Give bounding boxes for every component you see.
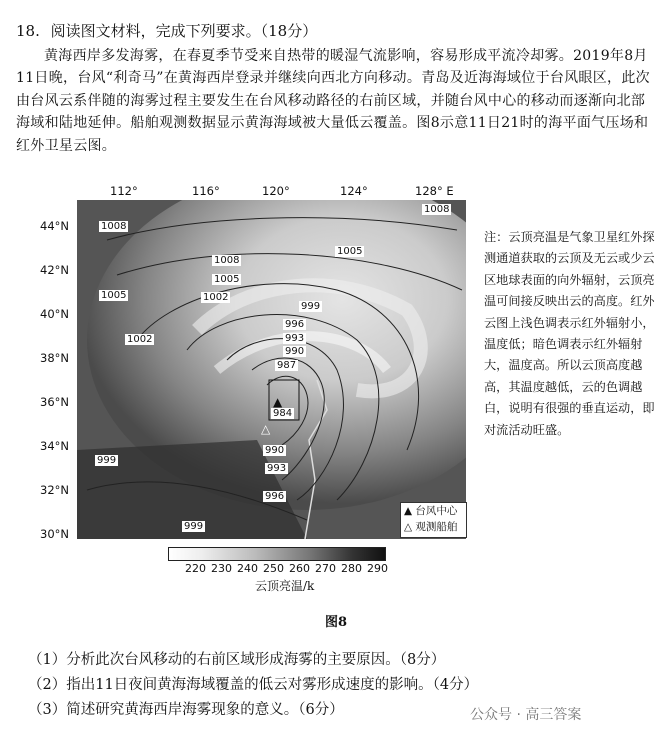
isobar-label: 990 xyxy=(265,445,285,456)
isobar-label: 1008 xyxy=(101,221,127,232)
colorbar-label: 云顶亮温/k xyxy=(255,579,315,593)
isobar-label: 1005 xyxy=(101,290,127,301)
lat-label: 30°N xyxy=(40,527,69,541)
question-header xyxy=(16,20,317,41)
isobar-label: 1005 xyxy=(214,274,240,285)
colorbar xyxy=(168,547,386,561)
isobar-label: 999 xyxy=(301,301,321,312)
isobar-label: 996 xyxy=(285,319,305,330)
typhoon-center-icon: ▲ xyxy=(273,395,283,409)
map-legend xyxy=(400,502,467,538)
colorbar-tick: 260 xyxy=(289,562,310,575)
watermark: 公众号 · 高三答案 xyxy=(470,707,582,723)
isobar-label: 993 xyxy=(267,463,287,474)
isobar-label: 993 xyxy=(285,333,305,344)
isobar-label: 996 xyxy=(265,491,285,502)
subquestion-1: （1）分析此次台风移动的右前区域形成海雾的主要原因。（8分） xyxy=(28,652,446,668)
lon-label: 124° xyxy=(340,184,368,198)
lon-label: 128° E xyxy=(415,184,454,198)
material-paragraph: 黄海西岸多发海雾，在春夏季节受来自热带的暖湿气流影响，容易形成平流冷却雾。2019年8月11日晚，台风“利奇马”在黄海西岸登录并继续向西北方向移动。青岛及近海海域位于台风眼区，此次由台风云系伴随的海雾过程主要发生在台风移动路径的右前区域，并随台风中心的移动而逐渐向北部海域和陆地延伸。船舶观测数据显示黄海海域被大量低云覆盖。图8示意11日21时的海平面气压场和红外卫星云图。 xyxy=(16,48,650,154)
isobar-label: 1002 xyxy=(203,292,229,303)
colorbar-tick: 290 xyxy=(367,562,388,575)
colorbar-tick: 250 xyxy=(263,562,284,575)
lat-label: 44°N xyxy=(40,219,69,233)
isobar-label: 1005 xyxy=(337,246,363,257)
lon-label: 116° xyxy=(192,184,220,198)
isobar-label: 984 xyxy=(273,408,293,419)
satellite-pressure-map xyxy=(77,200,466,539)
colorbar-tick: 280 xyxy=(341,562,362,575)
question-title: 阅读图文材料，完成下列要求。（18分） xyxy=(50,22,318,40)
isobar-label: 999 xyxy=(184,521,204,532)
isobar-label: 990 xyxy=(285,346,305,357)
figure-label: 图8 xyxy=(325,615,348,630)
lat-label: 32°N xyxy=(40,483,69,497)
lat-label: 34°N xyxy=(40,439,69,453)
legend-typhoon: ▲ 台风中心 xyxy=(404,505,458,517)
subquestion-3: （3）简述研究黄海西岸海雾现象的意义。（6分） xyxy=(28,702,344,718)
colorbar-tick: 240 xyxy=(237,562,258,575)
lat-label: 40°N xyxy=(40,307,69,321)
isobar-label: 1002 xyxy=(127,334,153,345)
isobar-label: 1008 xyxy=(214,255,240,266)
lon-label: 120° xyxy=(262,184,290,198)
lat-label: 38°N xyxy=(40,351,69,365)
map-graphic xyxy=(77,200,466,539)
legend-ship: △ 观测船舶 xyxy=(404,521,458,533)
ship-marker-icon: △ xyxy=(261,422,271,436)
lat-label: 36°N xyxy=(40,395,69,409)
subquestion-2: （2）指出11日夜间黄海海域覆盖的低云对雾形成速度的影响。（4分） xyxy=(28,677,479,693)
isobar-label: 999 xyxy=(97,455,117,466)
question-number: 18. xyxy=(16,22,40,40)
isobar-label: 987 xyxy=(277,360,297,371)
lon-label: 112° xyxy=(110,184,138,198)
lat-label: 42°N xyxy=(40,263,69,277)
colorbar-tick: 220 xyxy=(185,562,206,575)
colorbar-tick: 270 xyxy=(315,562,336,575)
figure-note: 注：云顶亮温是气象卫星红外探测通道获取的云顶及无云或少云区地球表面的向外辐射，云顶亮温可间接反映出云的高度。红外云图上浅色调表示红外辐射小，温度低；暗色调表示红外辐射大，温度高。所以云顶高度越高，其温度越低，云的色调越白，说明有很强的垂直运动，即对流活动旺盛。 xyxy=(484,230,655,437)
colorbar-tick: 230 xyxy=(211,562,232,575)
isobar-label: 1008 xyxy=(424,204,450,215)
